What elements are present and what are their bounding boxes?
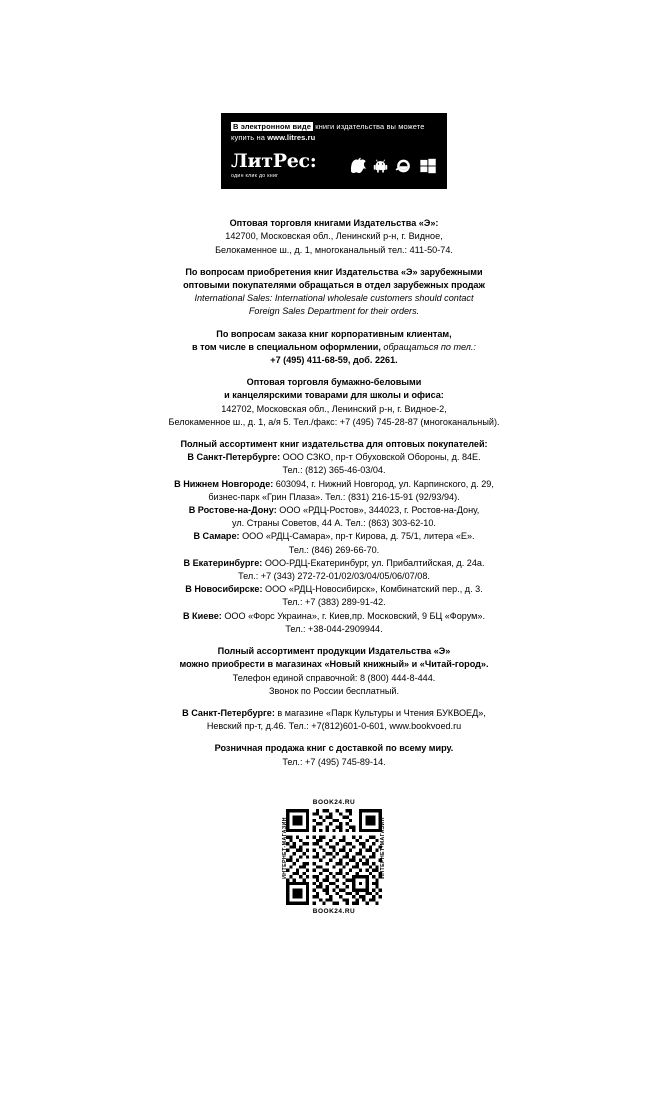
imprint-line-suffix: 603094, г. Нижний Новгород, ул. Карпинского, д. 29, [273,478,494,489]
litres-banner-line-1-rest: книги издательства вы можете [313,122,425,131]
imprint-line-suffix: обращаться по тел.: [380,341,476,352]
imprint-line-text: В Екатеринбурге: [183,557,263,568]
imprint-line: Розничная продажа книг с доставкой по всему миру. [214,743,454,754]
litres-url[interactable]: www.litres.ru [267,133,316,142]
imprint-line: Foreign Sales Department for their orders. [248,306,420,317]
imprint-line: Тел.: +38-044-2909944. [285,623,383,634]
litres-banner-highlight: В электронном виде [233,122,312,131]
imprint-line: и канцелярскими товарами для школы и офиса: [224,390,444,401]
imprint-section-delivery [74,742,594,768]
imprint-block [74,217,594,769]
windows-icon [419,157,437,175]
spacer [74,257,594,266]
imprint-line: Невский пр-т, д.46. Тел.: +7(812)601-0-601, www.bookvoed.ru [206,721,462,732]
imprint-line: Полный ассортимент книг издательства для оптовых покупателей: [180,439,488,450]
litres-banner-line-2-prefix: купить на [231,133,268,142]
litres-logo-text: ЛитРес: [231,150,317,172]
imprint-line-text: В Самаре: [193,531,240,542]
imprint-line: 142702, Московская обл., Ленинский р-н, г. Видное-2, [221,403,447,414]
imprint-line [74,478,594,491]
imprint-section-bookvoed [74,707,594,733]
spacer [74,733,594,742]
imprint-line-text: В Киеве: [182,610,222,621]
imprint-line: Телефон единой справочной: 8 (800) 444-8-444. [232,672,436,683]
imprint-line [74,557,594,570]
imprint-line-suffix: ООО «РДЦ-Ростов», 344023, г. Ростов-на-Дону, [276,505,480,516]
store-icons [351,157,437,175]
imprint-line: Тел.: (846) 269-66-70. [288,544,380,555]
imprint-line [74,530,594,543]
imprint-line: Звонок по России бесплатный. [268,685,399,696]
imprint-section [74,217,594,257]
imprint-section-wholesale [74,438,594,636]
imprint-line-text: в том числе в специальном оформлении, [192,341,381,352]
imprint-line-text: В Санкт-Петербурге: [187,452,281,463]
qr-bottom-label: BOOK24.RU [312,907,356,915]
imprint-line-suffix: в магазине «Парк Культуры и Чтения БУКВОЕД», [274,707,486,718]
qr-left-label: ИНТЕРНЕТ-МАГАЗИН [282,816,288,879]
litres-banner-line-1 [231,121,437,132]
imprint-line: Оптовая торговля книгами Издательства «Э»: [229,218,439,229]
imprint-line: бизнес-парк «Грин Плаза». Тел.: (831) 216-15-91 (92/93/94). [208,491,460,502]
imprint-line [74,583,594,596]
android-icon [373,157,388,175]
imprint-section [74,266,594,319]
litres-logo [231,152,317,179]
imprint-section-retail [74,645,594,698]
imprint-line-suffix: ООО «РДЦ-Самара», пр-т Кирова, д. 75/1, литера «Е». [239,531,475,542]
qr-code-image[interactable] [286,809,382,905]
page [0,113,668,1114]
imprint-line [74,451,594,464]
imprint-line [74,341,594,354]
imprint-line: Оптовая торговля бумажно-беловыми [246,377,422,388]
imprint-line [74,504,594,517]
imprint-line-suffix: ООО «РДЦ-Новосибирск», Комбинатский пер., д. 3. [262,584,483,595]
spacer [74,636,594,645]
imprint-section [74,328,594,368]
imprint-line-text: В Ростове-на-Дону: [188,505,277,516]
imprint-line: оптовыми покупателями обращаться в отдел зарубежных продаж [183,280,485,291]
litres-banner [221,113,447,189]
imprint-line: Полный ассортимент продукции Издательства «Э» [217,646,451,657]
qr-right-label: ИНТЕРНЕТ-МАГАЗИН [380,816,386,879]
imprint-line-text: В Новосибирске: [185,584,263,595]
spacer [74,429,594,438]
apple-icon [351,157,366,175]
imprint-line-text: В Нижнем Новгороде: [174,478,274,489]
imprint-line: International Sales: International wholesale customers should contact [194,293,474,304]
imprint-line: Белокаменное ш., д. 1, многоканальный тел.: 411-50-74. [215,244,453,255]
imprint-line: ул. Страны Советов, 44 А. Тел.: (863) 303-62-10. [232,518,436,529]
imprint-line-text: В Санкт-Петербурге: [182,707,275,718]
internet-explorer-icon [395,157,412,175]
imprint-line: По вопросам приобретения книг Издательства «Э» зарубежными [185,266,483,277]
spacer [74,367,594,376]
imprint-line-suffix: ООО «Форс Украина», г. Киев,пр. Московский, 9 БЦ «Форум». [221,610,486,621]
imprint-line: можно приобрести в магазинах «Новый книжный» и «Читай-город». [179,659,489,670]
imprint-line [74,610,594,623]
litres-banner-line-2 [231,132,437,143]
imprint-line: Тел.: +7 (495) 745-89-14. [282,756,386,767]
imprint-line: Белокаменное ш., д. 1, а/я 5. Тел./факс: +7 (495) 745-28-87 (многоканальный). [168,416,500,427]
qr-title: BOOK24.RU [312,798,356,806]
imprint-line: Тел.: +7 (383) 289-91-42. [282,597,386,608]
imprint-section [74,376,594,429]
imprint-line: Тел.: +7 (343) 272-72-01/02/03/04/05/06/07/08. [238,571,430,582]
spacer [74,698,594,707]
litres-brand-row [231,152,437,179]
imprint-line-suffix: ООО-РДЦ-Екатеринбург, ул. Прибалтийская, д. 24а. [262,557,485,568]
imprint-line: По вопросам заказа книг корпоративным клиентам, [216,328,452,339]
litres-logo-tagline: один клик до книг [231,173,279,179]
imprint-line: 142700, Московская обл., Ленинский р-н, г. Видное, [225,231,443,242]
imprint-line [74,707,594,720]
qr-block [274,799,394,915]
imprint-line: Тел.: (812) 365-46-03/04. [282,465,386,476]
spacer [74,319,594,328]
imprint-line-suffix: ООО СЗКО, пр-т Обуховской Обороны, д. 84Е. [280,452,481,463]
imprint-line: +7 (495) 411-68-59, доб. 2261. [270,355,398,366]
